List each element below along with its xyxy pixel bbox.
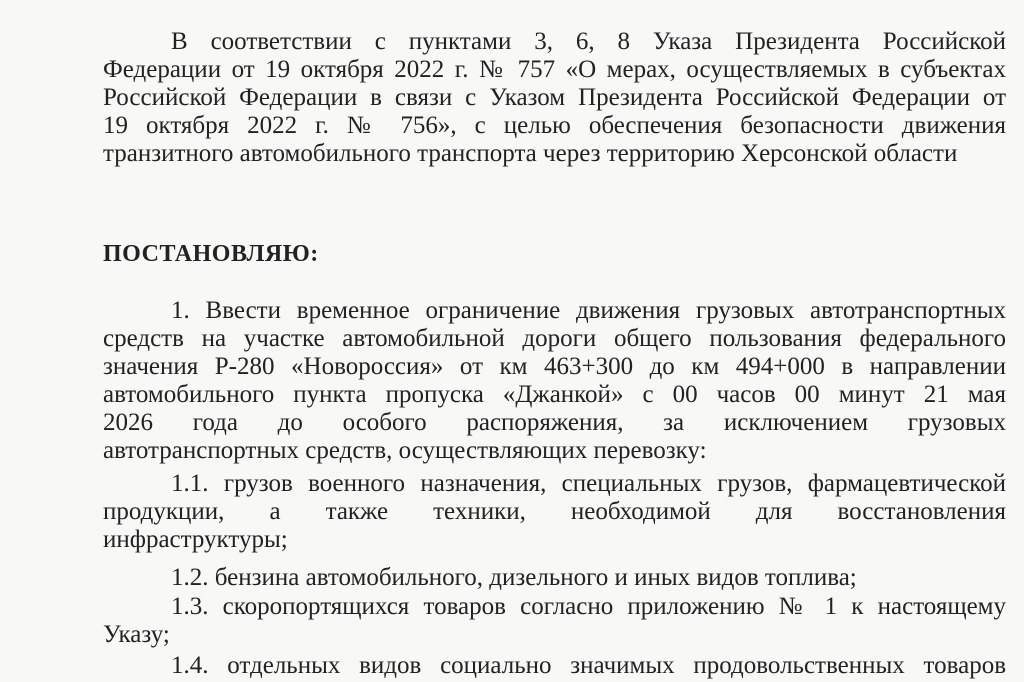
text-line: 1.3. скоропортящихся товаров согласно приложению № 1 к настоящему (171, 593, 1006, 620)
text-line: транзитного автомобильного транспорта через территорию Херсонской области (103, 140, 958, 167)
item-1-1-paragraph (103, 470, 1006, 554)
text-line: средств на участке автомобильной дороги общего пользования федерального (103, 325, 1006, 352)
item-1-3-paragraph (103, 593, 1006, 649)
text-line: 1.2. бензина автомобильного, дизельного и иных видов топлива; (171, 564, 857, 591)
preamble-paragraph (103, 28, 1006, 168)
text-line: значения Р-280 «Новороссия» от км 463+300 до км 494+000 в направлении (103, 353, 1006, 380)
item-1-paragraph (103, 297, 1006, 465)
item-1-4-paragraph (103, 652, 1006, 680)
text-line: 2026 года до особого распоряжения, за исключением грузовых (103, 409, 1006, 436)
text-line: 1.1. грузов военного назначения, специальных грузов, фармацевтической (171, 470, 1006, 497)
text-line: Российской Федерации в связи с Указом Президента Российской Федерации от (103, 84, 1006, 111)
text-line: 1.4. отдельных видов социально значимых продовольственных товаров (171, 652, 1006, 679)
text-line: 1. Ввести временное ограничение движения грузовых автотранспортных (171, 297, 1006, 324)
text-line: Федерации от 19 октября 2022 г. № 757 «О мерах, осуществляемых в субъектах (103, 56, 1006, 83)
text-line: Указу; (103, 621, 170, 648)
resolution-heading: ПОСТАНОВЛЯЮ: (103, 241, 319, 267)
text-line: В соответствии с пунктами 3, 6, 8 Указа Президента Российской (171, 28, 1006, 55)
text-line: инфраструктуры; (103, 526, 288, 553)
text-line: автотранспортных средств, осуществляющих перевозку: (103, 437, 707, 464)
text-line: продукции, а также техники, необходимой для восстановления (103, 498, 1006, 525)
text-line: автомобильного пункта пропуска «Джанкой» с 00 часов 00 минут 21 мая (103, 381, 1006, 408)
item-1-2-paragraph (103, 564, 1006, 592)
text-line: 19 октября 2022 г. № 756», с целью обеспечения безопасности движения (103, 112, 1006, 139)
